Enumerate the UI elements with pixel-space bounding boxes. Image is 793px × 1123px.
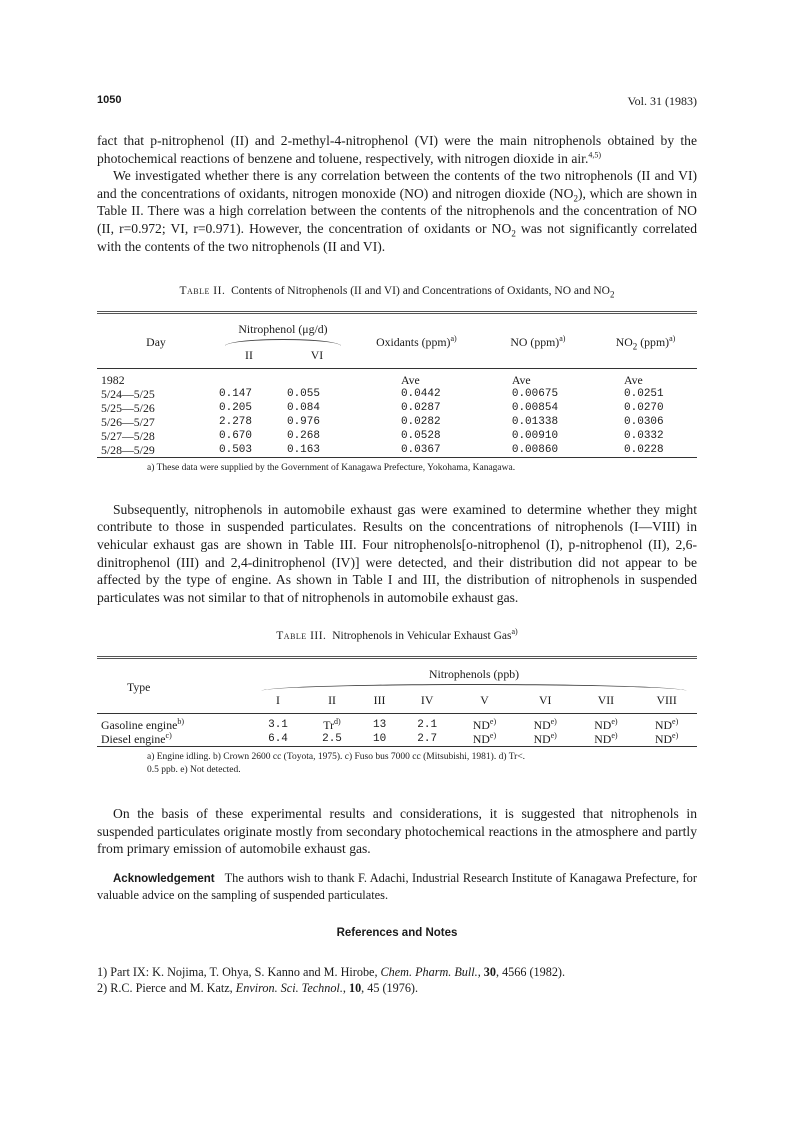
table-row: 5/26—5/27 2.278 0.976 0.0282 0.01338 0.0306 (101, 414, 664, 429)
table-row: 5/25—5/26 0.205 0.084 0.0287 0.00854 0.0270 (101, 400, 664, 415)
table2-header-ii: II (245, 347, 253, 362)
table-row: Gasoline engine$^{b)}$ 3.1 Tr$^{d)}$ 13 2.1 ND$^{e)}$ ND$^{e)}$ ND$^{e)}$ ND$^{e)}$ (97, 713, 697, 732)
journal-page (97, 94, 697, 996)
table-row: 5/27—5/28 0.670 0.268 0.0528 0.00910 0.0332 (101, 428, 664, 443)
table2-caption: Table II. Contents of Nitrophenols (II and VI) and Concentrations of Oxidants, NO and $NO_2$ (179, 285, 615, 300)
table2-header-nitrophenol: Nitrophenol (μg/d) (215, 322, 351, 348)
paragraph-1: fact that p-nitrophenol (II) and 2-methyl-4-nitrophenol (VI) were the main nitrophenols obtained by the photochemical reactions of benzene and toluene, respectively, with nitrogen dioxide in air.$^{4,5)}$ (97, 133, 697, 166)
references-heading: References and Notes (336, 926, 458, 939)
paragraph-2: We investigated whether there is any correlation between the contents of the two nitrophenols (II and VI) and the concentrations of oxidants, nitrogen monoxide (NO) and nitrogen dioxide $(NO_2)$, which are shown in Table II. There was a high correlation between the contents of the nitrophenols and the concentration of NO (II, r=0.972; VI, r=0.971). However, the concentration of oxidants or $NO_2$ was not significantly correlated with the contents of the two nitrophenols (II and VI). (97, 168, 697, 254)
table2-ave-ox: Ave (400, 372, 420, 387)
page-number: 1050 (97, 94, 122, 106)
table3: Type Nitrophenols (ppb) I II III IV V VI VII VIII Gasoline engine$^{b)}$ 3.1 Tr$^{d)}$ 13 2.1 ND$^{e)}$ ND$^{e)}$ ND$^{e)}$ ND$^{e)}$ Diesel engine$^{c)}$ 6.4 2.5 10 2.7 ND$^{e)}$ ND$^{e)}$ ND$^{e)}$ ND$^{e)}$ (97, 656, 697, 747)
table2-header-vi: VI (310, 347, 324, 362)
table3-header-nitrophenols: Nitrophenols (ppb) (251, 667, 697, 693)
table2-header-no2: $NO_2$ (ppm)$^{a)}$ (615, 333, 676, 352)
table3-header-type: Type (127, 679, 151, 694)
table2-header-no: NO (ppm)$^{a)}$ (510, 333, 566, 349)
table-row: 5/28—5/29 0.503 0.163 0.0367 0.00860 0.0228 (97, 443, 697, 458)
table2-header-oxidants: Oxidants (ppm)$^{a)}$ (376, 333, 457, 349)
table3-caption: Table III. Nitrophenols in Vehicular Exhaust Gas$^{a)}$ (276, 627, 518, 643)
table-row: 5/24—5/25 0.147 0.055 0.0442 0.00675 0.0251 (101, 386, 664, 401)
reference-1: 1) Part IX: K. Nojima, T. Ohya, S. Kanno and M. Hirobe, Chem. Pharm. Bull., 30, 4566 (1982). (97, 965, 566, 980)
paragraph-3: Subsequently, nitrophenols in automobile exhaust gas were examined to determine whether they might contribute to those in suspended particulates. Results on the concentrations of nitrophenols (I—VIII) in vehicular exhaust gas are shown in Table III. Four nitrophenols[o-nitrophenol (I), p-nitrophenol (II), 2,6-dinitrophenol (III) and 2,4-dinitrophenol (IV)] were detected, and their distribution did not appear to be affected by the type of engine. As shown in Table I and III, the distribution of nitrophenols in suspended particulates was not similar to that of nitrophenols in automobile exhaust gas. (97, 501, 697, 605)
table3-footnote: a) Engine idling. b) Crown 2600 cc (Toyota, 1975). c) Fuso bus 7000 cc (Mitsubishi, 1981). d) Tr<. 0.5 ppb. e) Not detected. (147, 751, 526, 775)
table2 (97, 311, 697, 458)
volume-label: Vol. 31 (1983) (627, 94, 697, 108)
paragraph-4: On the basis of these experimental results and considerations, it is suggested that nitrophenols in suspended particulates originate mostly from secondary photochemical reactions in the atmosphere and partly from primary emission of automobile exhaust gas. (97, 805, 697, 857)
table2-year: 1982 (101, 372, 125, 387)
table-row: Diesel engine$^{c)}$ 6.4 2.5 10 2.7 ND$^{e)}$ ND$^{e)}$ ND$^{e)}$ ND$^{e)}$ (97, 732, 697, 747)
reference-2: 2) R.C. Pierce and M. Katz, Environ. Sci. Technol., 10, 45 (1976). (97, 981, 419, 996)
table2-ave-no2: Ave (624, 372, 643, 387)
running-header (97, 94, 697, 112)
table2-header-day: Day (146, 334, 166, 349)
table2-footnote: a) These data were supplied by the Government of Kanagawa Prefecture, Yokohama, Kanagawa. (147, 462, 516, 473)
acknowledgement: Acknowledgement The authors wish to thank F. Adachi, Industrial Research Institute of Kanagawa Prefecture, for valuable advice on the sampling of suspended particulates. (97, 870, 697, 902)
table2-ave-no: Ave (511, 372, 531, 387)
